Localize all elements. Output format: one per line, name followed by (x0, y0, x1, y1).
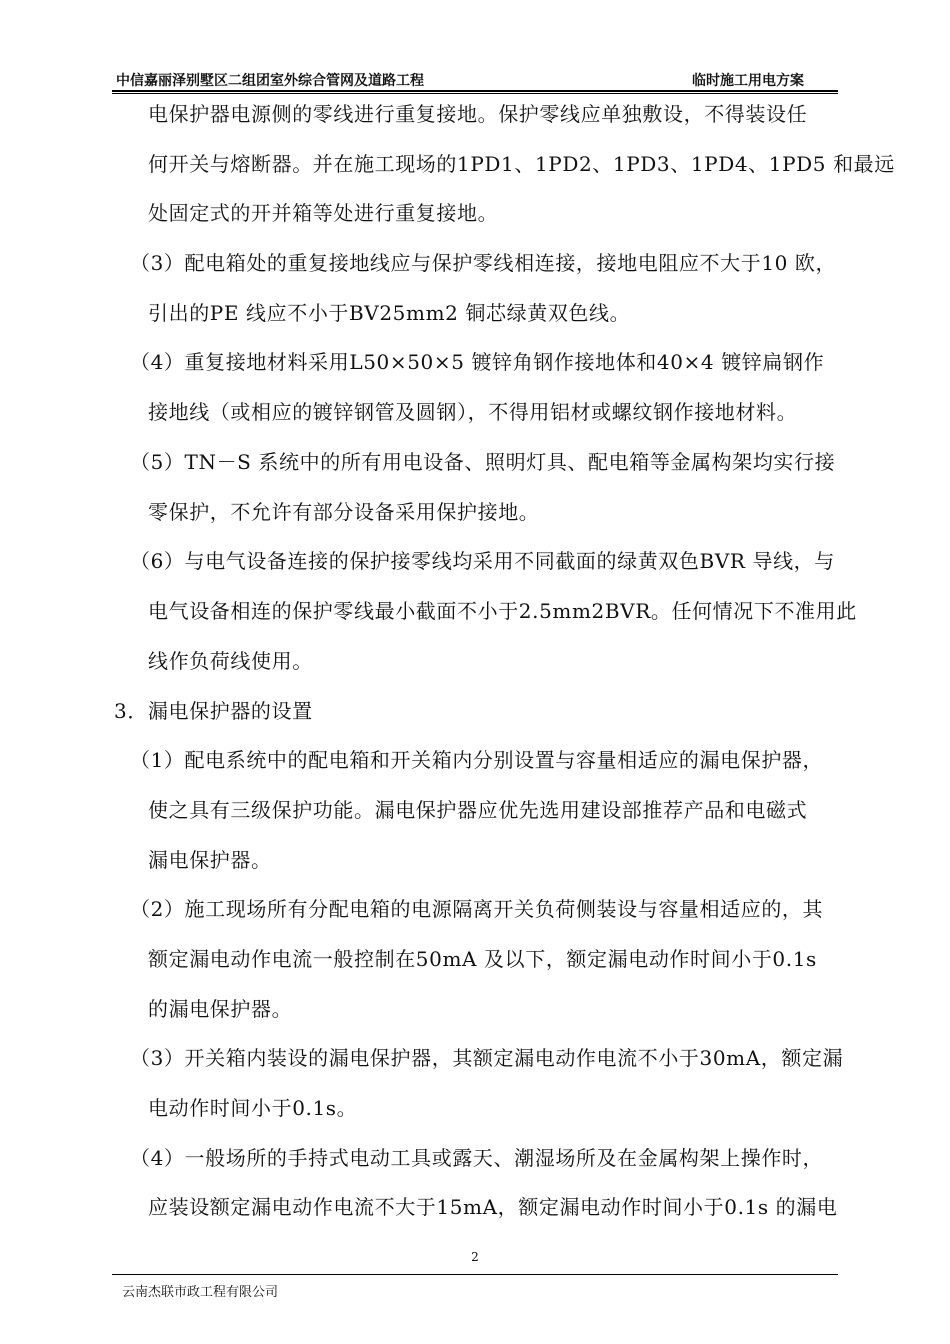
text-line: 电动作时间小于0.1s。 (148, 1096, 358, 1120)
footer-rule (112, 1274, 838, 1275)
text-line: 何开关与熔断器。并在施工现场的1PD1、1PD2、1PD3、1PD4、1PD5 和最远 (148, 152, 895, 176)
text-line: 引出的PE 线应不小于BV25mm2 铜芯绿黄双色线。 (148, 301, 631, 325)
text-line: （3）开关箱内装设的漏电保护器，其额定漏电动作电流不小于30mA，额定漏 (130, 1046, 844, 1070)
text-line: （4）重复接地材料采用L50×50×5 镀锌角钢作接地体和40×4 镀锌扁钢作 (130, 350, 825, 374)
text-line: （2）施工现场所有分配电箱的电源隔离开关负荷侧装设与容量相适应的，其 (130, 897, 824, 921)
document-title: 临时施工用电方案 (692, 73, 804, 89)
text-line: （3）配电箱处的重复接地线应与保护零线相连接，接地电阻应不大于10 欧， (130, 251, 837, 275)
text-line: 电保护器电源侧的零线进行重复接地。保护零线应单独敷设，不得装设任 (148, 102, 808, 126)
company-name: 云南杰联市政工程有限公司 (122, 1285, 279, 1300)
text-line: 处固定式的开并箱等处进行重复接地。 (148, 201, 499, 225)
project-title: 中信嘉丽泽别墅区二组团室外综合管网及道路工程 (116, 73, 424, 89)
text-line: 使之具有三级保护功能。漏电保护器应优先选用建设部推荐产品和电磁式 (148, 798, 808, 822)
page-number: 2 (471, 1250, 479, 1264)
text-line: 电气设备相连的保护零线最小截面不小于2.5mm2BVR。任何情况下不准用此 (148, 599, 857, 623)
text-line: 应装设额定漏电动作电流不大于15mA，额定漏电动作时间小于0.1s 的漏电 (148, 1195, 838, 1219)
text-line: 接地线（或相应的镀锌钢管及圆钢），不得用铝材或螺纹钢作接地材料。 (148, 400, 798, 424)
text-line: 零保护，不允许有部分设备采用保护接地。 (148, 500, 540, 524)
page-header (112, 68, 838, 90)
text-line: 额定漏电动作电流一般控制在50mA 及以下，额定漏电动作时间小于0.1s (148, 947, 817, 971)
section-heading: 3．漏电保护器的设置 (114, 699, 313, 723)
header-rule-thin (112, 93, 838, 94)
text-line: （6）与电气设备连接的保护接零线均采用不同截面的绿黄双色BVR 导线，与 (130, 549, 835, 573)
text-line: 的漏电保护器。 (148, 997, 293, 1021)
text-line: （1）配电系统中的配电箱和开关箱内分别设置与容量相适应的漏电保护器， (130, 748, 824, 772)
text-line: 线作负荷线使用。 (148, 649, 313, 673)
text-line: （4）一般场所的手持式电动工具或露天、潮湿场所及在金属构架上操作时， (130, 1146, 824, 1170)
header-rule (112, 90, 838, 92)
text-line: 漏电保护器。 (148, 848, 272, 872)
text-line: （5）TN－S 系统中的所有用电设备、照明灯具、配电箱等金属构架均实行接 (130, 450, 836, 474)
